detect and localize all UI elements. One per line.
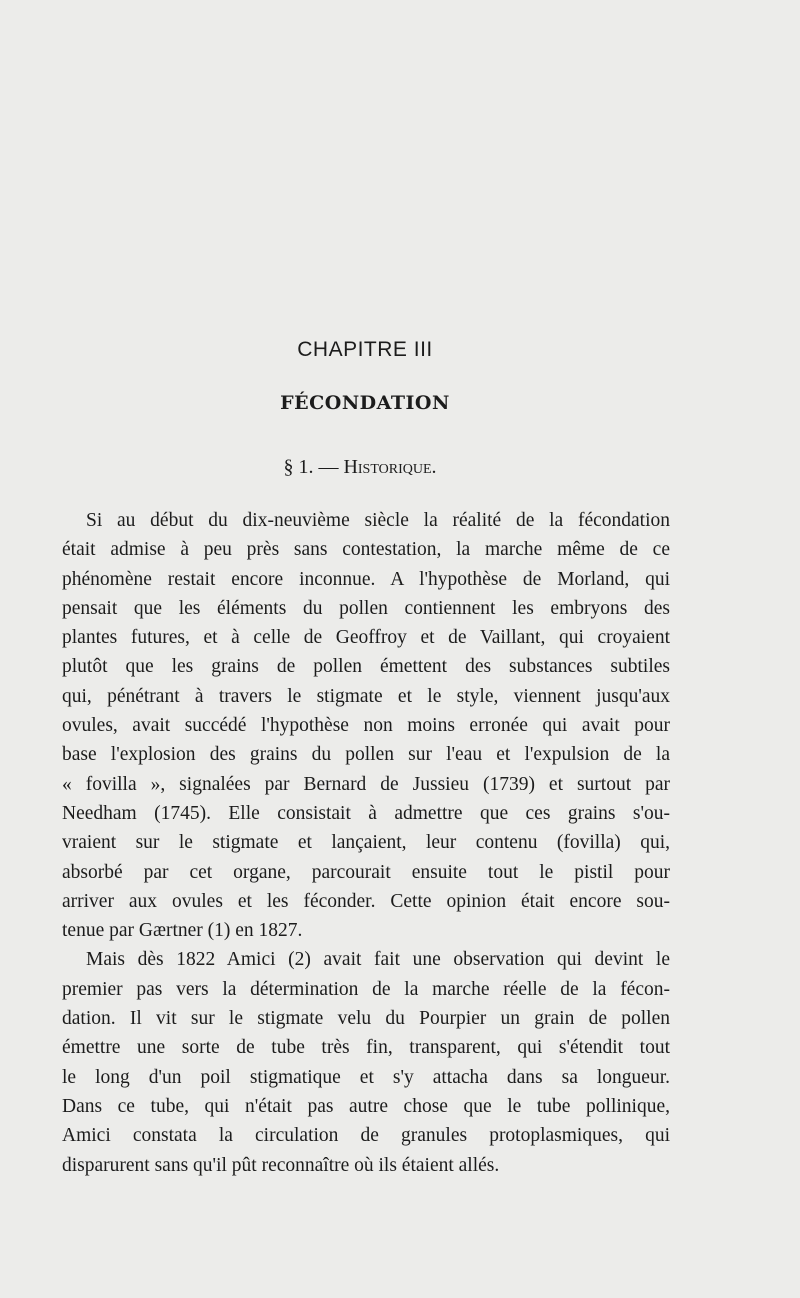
paragraph-1-line: tenue par Gærtner (1) en 1827. [62, 920, 303, 942]
paragraph-1-line: Needham (1745). Elle consistait à admettre que ces grains s'ou- [62, 802, 670, 824]
paragraph-2-line: dation. Il vit sur le stigmate velu du Pourpier un grain de pollen [62, 1008, 670, 1030]
paragraph-1-line: « fovilla », signalées par Bernard de Jussieu (1739) et surtout par [62, 773, 670, 795]
paragraph-2-line: le long d'un poil stigmatique et s'y attacha dans sa longueur. [62, 1066, 670, 1088]
paragraph-2-line: premier pas vers la détermination de la marche réelle de la fécon- [62, 978, 670, 1000]
paragraph-1-line: phénomène restait encore inconnue. A l'hypothèse de Morland, qui [62, 568, 670, 590]
paragraph-2-line: Mais dès 1822 Amici (2) avait fait une observation qui devint le [86, 949, 670, 971]
paragraph-1-line: arriver aux ovules et les féconder. Cette opinion était encore sou- [62, 890, 670, 912]
paragraph-1-line: Si au début du dix-neuvième siècle la réalité de la fécondation [86, 510, 670, 531]
paragraph-2-line: disparurent sans qu'il pût reconnaître où ils étaient allés. [62, 1154, 500, 1176]
body-text [62, 506, 670, 1180]
paragraph-1-line: ovules, avait succédé l'hypothèse non moins erronée qui avait pour [62, 715, 670, 737]
paragraph-1-line: plutôt que les grains de pollen émettent des substances subtiles [62, 656, 670, 678]
paragraph-1-line: était admise à peu près sans contestation, la marche même de ce [62, 539, 670, 561]
chapter-subtitle: FÉCONDATION [280, 392, 450, 414]
paragraph-1-line: absorbé par cet organe, parcourait ensuite tout le pistil pour [62, 861, 670, 883]
paragraph-1-line: pensait que les éléments du pollen contiennent les embryons des [62, 597, 670, 619]
paragraph-2-line: émettre une sorte de tube très fin, transparent, qui s'étendit tout [62, 1037, 670, 1059]
paragraph-1-line: base l'explosion des grains du pollen sur l'eau et l'expulsion de la [62, 744, 670, 766]
section-heading: § 1. — Historique. [283, 456, 437, 478]
paragraph-1-line: vraient sur le stigmate et lançaient, leur contenu (fovilla) qui, [62, 832, 670, 854]
chapter-title: CHAPITRE III [297, 338, 433, 361]
paragraph-2-line: Amici constata la circulation de granules protoplasmiques, qui [62, 1125, 670, 1147]
paragraph-2-line: Dans ce tube, qui n'était pas autre chose que le tube pollinique, [62, 1095, 670, 1117]
paragraph-1-line: plantes futures, et à celle de Geoffroy et de Vaillant, qui croyaient [62, 627, 670, 649]
paragraph-1-line: qui, pénétrant à travers le stigmate et le style, viennent jusqu'aux [62, 685, 670, 707]
